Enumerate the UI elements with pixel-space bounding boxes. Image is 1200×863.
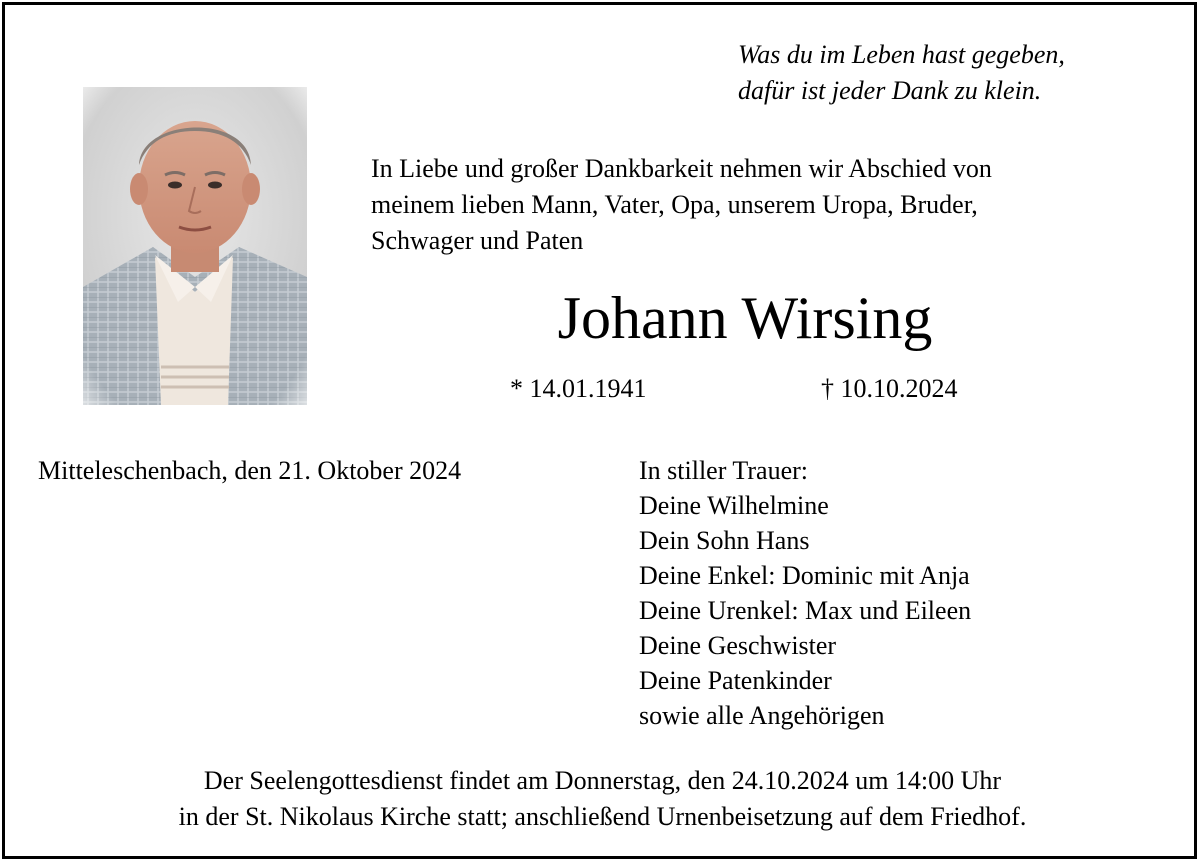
mourners-list (639, 453, 971, 733)
mourner-item: Deine Urenkel: Max und Eileen (639, 596, 972, 625)
mourner-item: Deine Patenkinder (639, 666, 832, 695)
obituary-notice (2, 2, 1197, 859)
mourner-item: Deine Enkel: Dominic mit Anja (639, 561, 970, 590)
mourner-item: sowie alle Angehörigen (639, 701, 885, 730)
place-and-date: Mitteleschenbach, den 21. Oktober 2024 (38, 456, 462, 485)
deceased-name: Johann Wirsing (557, 285, 933, 351)
portrait-photo (83, 87, 307, 405)
memorial-quote (738, 37, 1065, 109)
farewell-line-2: meinem lieben Mann, Vater, Opa, unserem Uropa, Bruder, (371, 190, 978, 219)
farewell-line-3: Schwager und Paten (371, 226, 584, 255)
mourner-item: Deine Wilhelmine (639, 491, 829, 520)
farewell-line-1: In Liebe und großer Dankbarkeit nehmen wir Abschied von (371, 154, 992, 183)
death-date: † 10.10.2024 (821, 374, 958, 403)
service-announcement (5, 763, 1197, 835)
service-line-2: in der St. Nikolaus Kirche statt; anschließend Urnenbeisetzung auf dem Friedhof. (178, 802, 1027, 831)
birth-date: * 14.01.1941 (510, 374, 647, 403)
quote-line-2: dafür ist jeder Dank zu klein. (738, 76, 1042, 105)
quote-line-1: Was du im Leben hast gegeben, (738, 40, 1065, 69)
mourner-item: Dein Sohn Hans (639, 526, 810, 555)
service-line-1: Der Seelengottesdienst findet am Donnerstag, den 24.10.2024 um 14:00 Uhr (203, 766, 1002, 795)
mourners-heading: In stiller Trauer: (639, 456, 808, 485)
farewell-text (371, 151, 1131, 259)
mourner-item: Deine Geschwister (639, 631, 837, 660)
